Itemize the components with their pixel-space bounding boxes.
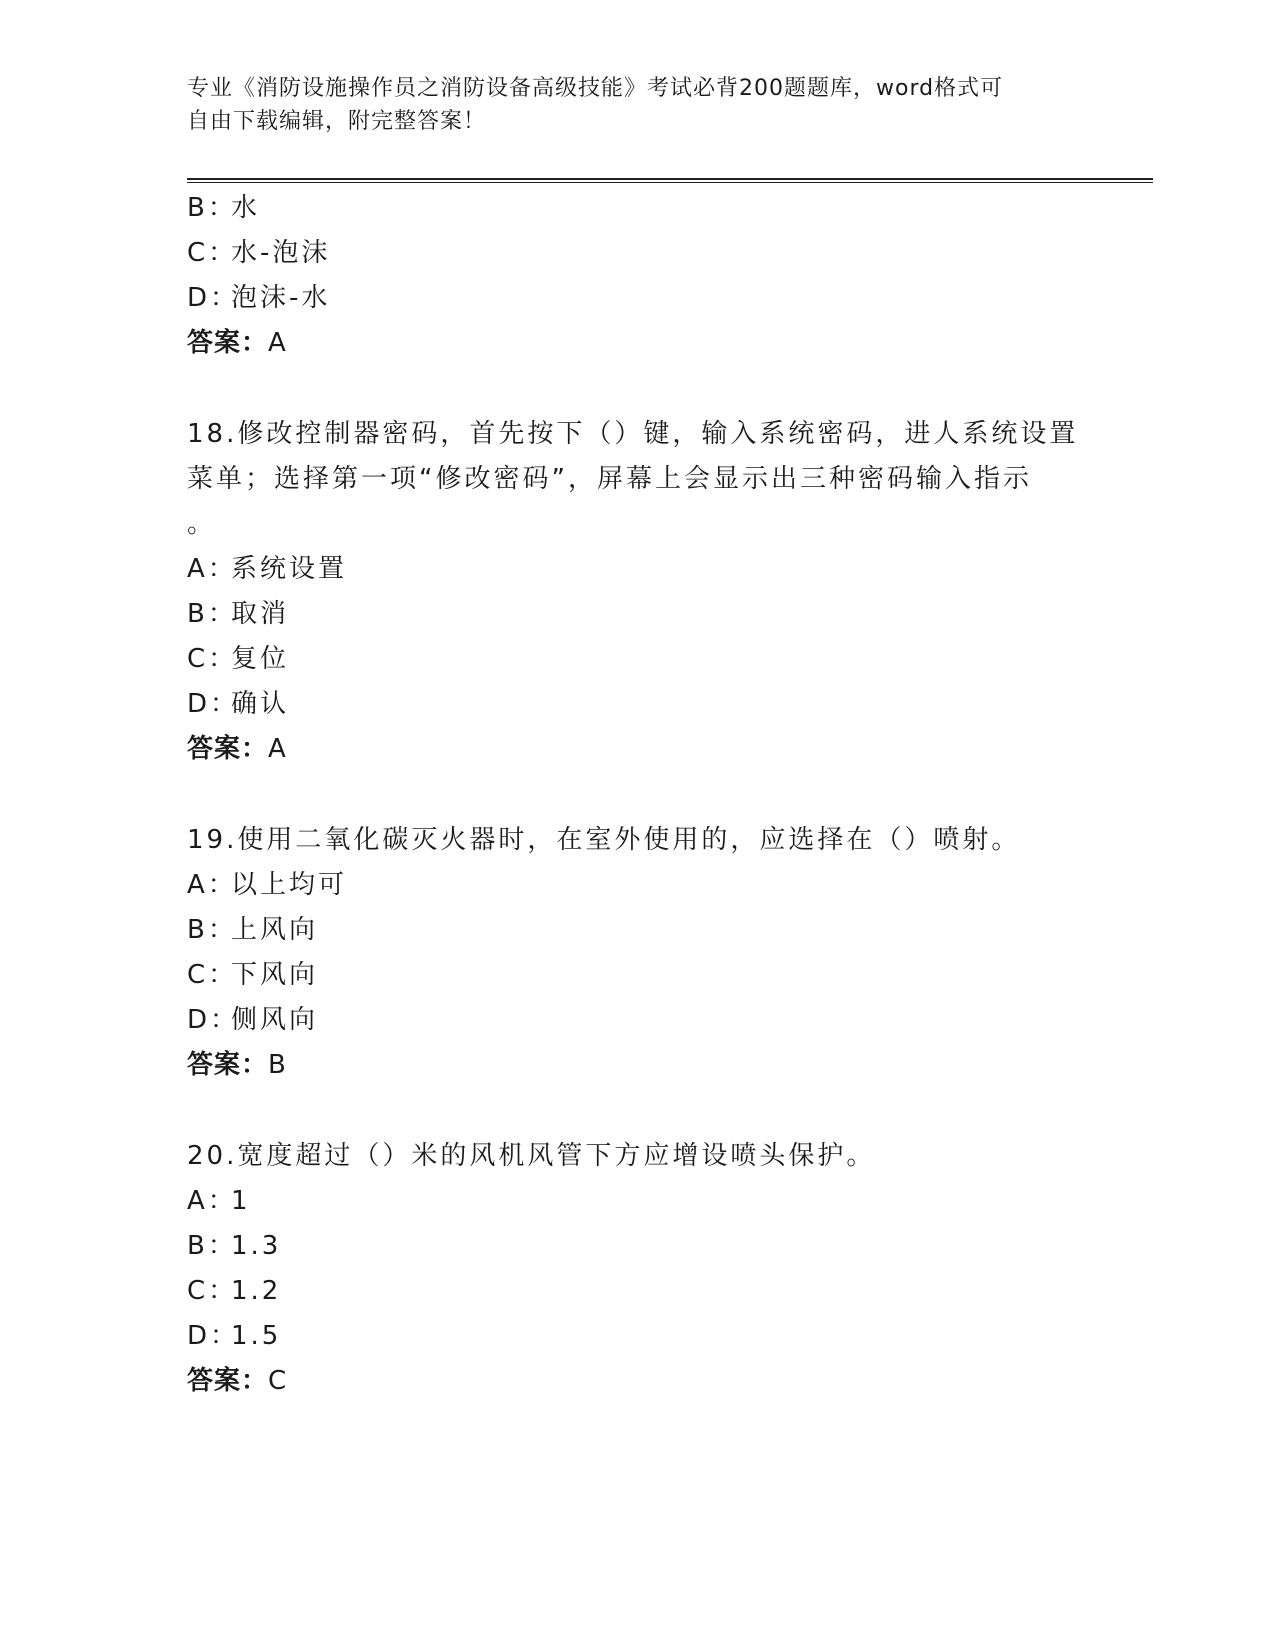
question-20 [187,1134,1087,1404]
option-a: A：1 [187,1186,251,1216]
page-header [187,72,1087,138]
option-b: B：水 [187,193,261,223]
answer-line: 答案：B [187,1050,287,1080]
question-list [187,186,1087,1404]
question-text-line: 19.使用二氧化碳灭火器时，在室外使用的，应选择在（）喷射。 [187,825,1021,855]
option-b: B：取消 [187,599,290,629]
question-17-tail [187,186,1087,366]
header-line-1: 专业《消防设施操作员之消防设备高级技能》考试必背200题题库，word格式可 [187,76,1004,101]
option-d: D：泡沫-水 [187,283,331,313]
header-divider [187,178,1153,183]
question-text-line: 菜单；选择第一项“修改密码”，屏幕上会显示出三种密码输入指示 [187,464,1032,494]
option-c: C：水-泡沫 [187,238,331,268]
option-d: D：1.5 [187,1321,282,1351]
answer-line: 答案：A [187,734,287,764]
answer-line: 答案：A [187,328,287,358]
question-text-line: 20.宽度超过（）米的风机风管下方应增设喷头保护。 [187,1141,876,1171]
header-line-2: 自由下载编辑，附完整答案！ [187,109,487,134]
question-text-line: 。 [187,509,217,539]
question-text-line: 18.修改控制器密码，首先按下（）键，输入系统密码，进人系统设置 [187,419,1079,449]
option-b: B：上风向 [187,915,319,945]
option-d: D：侧风向 [187,1005,319,1035]
answer-line: 答案：C [187,1366,288,1396]
option-a: A：以上均可 [187,870,348,900]
question-19 [187,818,1087,1088]
option-d: D：确认 [187,689,290,719]
option-c: C：复位 [187,644,290,674]
option-a: A：系统设置 [187,554,348,584]
option-c: C：下风向 [187,960,319,990]
option-b: B：1.3 [187,1231,282,1261]
option-c: C：1.2 [187,1276,282,1306]
question-18 [187,412,1087,772]
